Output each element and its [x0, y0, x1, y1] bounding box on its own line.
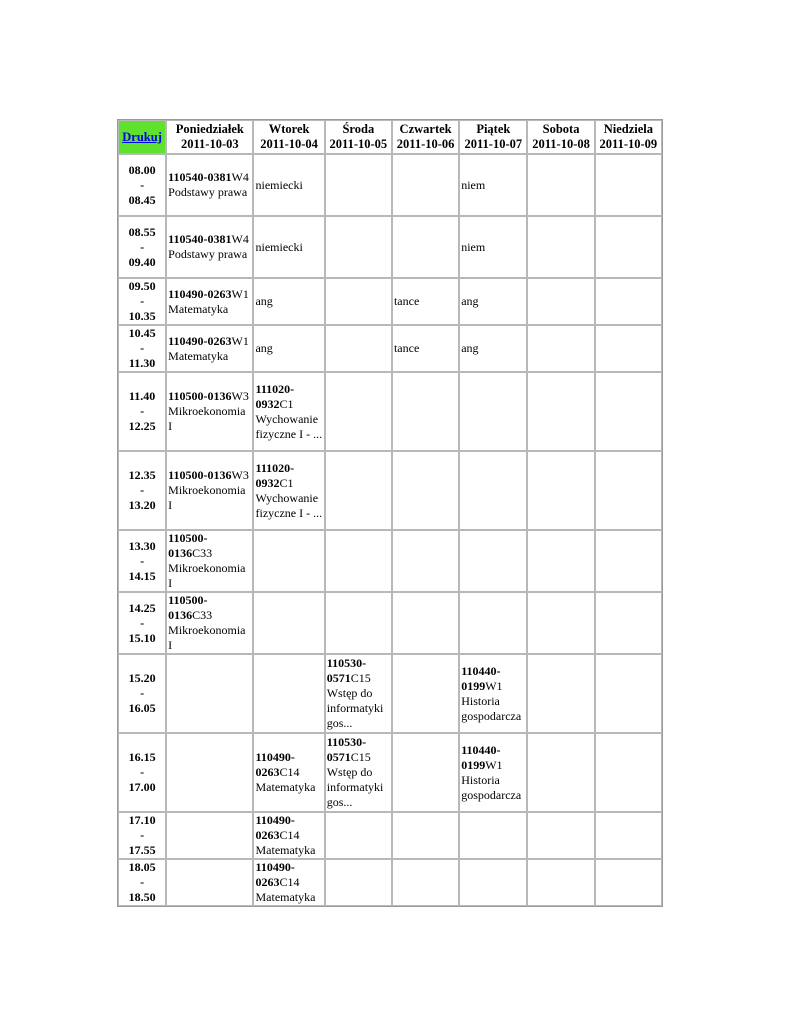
schedule-cell: [527, 278, 594, 325]
course-code: 110500-0136: [168, 531, 208, 560]
schedule-cell: [253, 154, 324, 216]
time-end: 11.30: [128, 356, 156, 370]
schedule-cell: [595, 278, 662, 325]
schedule-cell: [459, 372, 527, 451]
time-start: 08.55: [128, 224, 156, 239]
schedule-cell: [595, 216, 662, 278]
schedule-cell: [253, 654, 324, 733]
time-slot: [118, 325, 166, 372]
schedule-cell: [595, 372, 662, 451]
schedule-cell: [527, 733, 594, 812]
time-end: 12.25: [128, 419, 156, 433]
time-sep: -: [140, 553, 145, 568]
time-start: 16.15: [128, 750, 156, 764]
course-group: C1: [279, 475, 294, 490]
schedule-cell: [392, 654, 459, 733]
header-row: [118, 120, 662, 154]
time-slot: [118, 372, 166, 451]
schedule-cell: [527, 154, 594, 216]
course-subject: Mikroekonomia I: [168, 483, 246, 512]
schedule-cell: [595, 154, 662, 216]
course-group: C14: [279, 875, 300, 889]
course-group: C1: [279, 396, 294, 411]
course-code: 110500-0136: [168, 593, 208, 622]
time-end: 15.10: [128, 630, 156, 645]
day-name: Poniedziałek: [175, 122, 244, 136]
schedule-row: [118, 733, 662, 812]
schedule-cell: [253, 733, 324, 812]
time-end: 13.20: [128, 498, 156, 512]
schedule-row: [118, 216, 662, 278]
day-name: Sobota: [542, 122, 580, 136]
schedule-cell: [166, 325, 253, 372]
time-sep: -: [140, 483, 145, 497]
schedule-cell: [527, 325, 594, 372]
day-date: 2011-10-03: [181, 137, 239, 151]
day-header: [166, 120, 253, 154]
class-note: tance: [393, 294, 420, 308]
time-slot: [118, 733, 166, 812]
time-sep: -: [140, 615, 145, 630]
course-code: 110490-0263: [168, 333, 232, 348]
day-date: 2011-10-09: [599, 137, 658, 151]
schedule-cell: [325, 451, 392, 530]
day-header: [459, 120, 527, 154]
schedule-cell: [459, 325, 527, 372]
schedule-row: [118, 654, 662, 733]
schedule-cell: [325, 654, 392, 733]
schedule-cell: [527, 654, 594, 733]
course-subject: Mikroekonomia I: [168, 623, 246, 652]
class-note: ang: [461, 341, 479, 355]
day-name: Niedziela: [603, 122, 653, 136]
day-header: [325, 120, 392, 154]
course-group: C33: [192, 546, 213, 560]
day-date: 2011-10-08: [532, 137, 590, 151]
time-sep: -: [140, 828, 145, 842]
schedule-cell: [325, 859, 392, 906]
class-note: niem: [461, 177, 486, 192]
course-group: W1: [231, 333, 249, 348]
schedule-cell: [595, 654, 662, 733]
class-note: ang: [255, 341, 273, 355]
schedule-cell: [392, 372, 459, 451]
print-cell: [118, 120, 166, 154]
schedule-cell: [392, 154, 459, 216]
time-end: 14.15: [128, 568, 156, 583]
schedule-row: [118, 592, 662, 654]
time-start: 12.35: [128, 468, 156, 482]
time-sep: -: [140, 177, 145, 192]
schedule-cell: [166, 812, 253, 859]
schedule-table: [117, 119, 663, 907]
schedule-row: [118, 154, 662, 216]
schedule-cell: [459, 859, 527, 906]
schedule-cell: [166, 592, 253, 654]
course-group: W3: [231, 468, 249, 482]
schedule-cell: [392, 325, 459, 372]
course-code: 110490-0263: [168, 286, 232, 301]
schedule-cell: [459, 592, 527, 654]
schedule-cell: [392, 812, 459, 859]
class-note: ang: [255, 294, 273, 308]
course-subject: Wychowanie fizyczne I - ...: [255, 411, 323, 441]
time-slot: [118, 812, 166, 859]
course-group: W1: [231, 286, 249, 301]
course-code: 110490-0263: [255, 813, 295, 842]
time-slot: [118, 451, 166, 530]
time-slot: [118, 592, 166, 654]
schedule-cell: [527, 216, 594, 278]
schedule-row: [118, 859, 662, 906]
time-end: 17.55: [128, 843, 156, 857]
course-subject: Historia gospodarcza: [461, 772, 522, 802]
schedule-row: [118, 325, 662, 372]
course-subject: Wychowanie fizyczne I - ...: [255, 490, 323, 520]
course-group: W3: [231, 389, 249, 403]
schedule-cell: [166, 733, 253, 812]
time-slot: [118, 654, 166, 733]
schedule-cell: [166, 372, 253, 451]
schedule-cell: [325, 812, 392, 859]
schedule-cell: [325, 372, 392, 451]
time-end: 18.50: [128, 890, 156, 904]
schedule-row: [118, 451, 662, 530]
schedule-cell: [595, 530, 662, 592]
schedule-cell: [527, 451, 594, 530]
day-date: 2011-10-06: [396, 137, 455, 151]
time-start: 10.45: [128, 326, 156, 340]
day-header: [527, 120, 594, 154]
time-end: 09.40: [128, 254, 156, 269]
class-note: niemiecki: [255, 177, 303, 192]
schedule-row: [118, 278, 662, 325]
schedule-cell: [595, 812, 662, 859]
time-slot: [118, 859, 166, 906]
time-sep: -: [140, 765, 145, 779]
schedule-cell: [253, 530, 324, 592]
time-start: 09.50: [128, 279, 156, 293]
course-code: 110490-0263: [255, 860, 295, 889]
course-subject: Matematyka: [168, 348, 229, 363]
schedule-cell: [166, 278, 253, 325]
course-group: W4: [231, 232, 249, 246]
time-sep: -: [140, 875, 145, 889]
schedule-cell: [325, 278, 392, 325]
course-code: 111020-0932: [255, 381, 295, 411]
schedule-cell: [253, 216, 324, 278]
course-code: 110500-0136: [168, 389, 232, 403]
print-link[interactable]: Drukuj: [122, 129, 162, 144]
schedule-cell: [253, 372, 324, 451]
course-subject: Mikroekonomia I: [168, 404, 246, 433]
schedule-cell: [392, 278, 459, 325]
course-code: 110540-0381: [168, 170, 232, 184]
time-sep: -: [140, 294, 145, 308]
time-sep: -: [140, 239, 145, 254]
course-subject: Matematyka: [255, 843, 316, 857]
day-name: Wtorek: [268, 122, 310, 136]
schedule-cell: [325, 530, 392, 592]
schedule-cell: [166, 654, 253, 733]
schedule-cell: [459, 216, 527, 278]
schedule-cell: [459, 654, 527, 733]
schedule-cell: [166, 530, 253, 592]
course-code: 110440-0199: [461, 663, 501, 693]
course-code: 111020-0932: [255, 460, 295, 490]
time-end: 10.35: [128, 309, 156, 323]
time-sep: -: [140, 404, 145, 418]
time-start: 15.20: [128, 671, 156, 685]
schedule-cell: [253, 859, 324, 906]
course-group: W1: [485, 757, 503, 772]
schedule-cell: [459, 812, 527, 859]
schedule-cell: [595, 592, 662, 654]
schedule-cell: [595, 325, 662, 372]
schedule-cell: [325, 325, 392, 372]
schedule-cell: [595, 733, 662, 812]
course-subject: Wstęp do informatyki gos...: [326, 686, 384, 730]
schedule-cell: [325, 216, 392, 278]
course-code: 110530-0571: [326, 735, 367, 764]
time-start: 11.40: [128, 389, 156, 403]
schedule-cell: [595, 451, 662, 530]
course-group: C14: [279, 765, 300, 779]
schedule-cell: [253, 592, 324, 654]
course-group: C15: [350, 750, 371, 764]
schedule-cell: [527, 859, 594, 906]
day-date: 2011-10-07: [464, 137, 523, 151]
day-header: [392, 120, 459, 154]
course-group: C33: [192, 608, 213, 622]
schedule-cell: [166, 859, 253, 906]
time-start: 14.25: [128, 600, 156, 615]
schedule-cell: [392, 530, 459, 592]
day-header: [253, 120, 324, 154]
time-start: 08.00: [128, 162, 156, 177]
class-note: tance: [393, 341, 420, 355]
schedule-row: [118, 530, 662, 592]
schedule-cell: [325, 733, 392, 812]
day-name: Środa: [342, 122, 375, 136]
class-note: niem: [461, 239, 486, 254]
course-subject: Matematyka: [255, 780, 316, 794]
schedule-row: [118, 372, 662, 451]
schedule-cell: [527, 530, 594, 592]
schedule-cell: [325, 592, 392, 654]
course-code: 110500-0136: [168, 468, 232, 482]
schedule-cell: [527, 812, 594, 859]
course-group: W4: [231, 170, 249, 184]
schedule-cell: [459, 733, 527, 812]
course-code: 110440-0199: [461, 742, 501, 772]
time-slot: [118, 154, 166, 216]
day-header: [595, 120, 662, 154]
course-group: W1: [485, 678, 503, 693]
course-subject: Podstawy prawa: [168, 247, 248, 261]
day-name: Piątek: [476, 122, 511, 136]
time-end: 16.05: [128, 701, 156, 715]
time-slot: [118, 216, 166, 278]
schedule-cell: [392, 451, 459, 530]
course-code: 110490-0263: [255, 750, 295, 779]
schedule-cell: [459, 451, 527, 530]
schedule-cell: [595, 859, 662, 906]
time-end: 08.45: [128, 192, 156, 207]
schedule-cell: [166, 216, 253, 278]
schedule-cell: [392, 592, 459, 654]
course-subject: Wstęp do informatyki gos...: [326, 765, 384, 809]
schedule-cell: [253, 325, 324, 372]
time-start: 17.10: [128, 813, 156, 827]
course-code: 110540-0381: [168, 232, 232, 246]
schedule-cell: [392, 733, 459, 812]
time-sep: -: [140, 341, 145, 355]
time-slot: [118, 278, 166, 325]
schedule-cell: [253, 278, 324, 325]
time-slot: [118, 530, 166, 592]
time-end: 17.00: [128, 780, 156, 794]
course-subject: Historia gospodarcza: [461, 693, 522, 723]
schedule-cell: [166, 451, 253, 530]
day-name: Czwartek: [399, 122, 452, 136]
schedule-cell: [527, 592, 594, 654]
time-start: 13.30: [128, 538, 156, 553]
course-group: C14: [279, 828, 300, 842]
day-date: 2011-10-04: [260, 137, 318, 151]
course-code: 110530-0571: [326, 656, 367, 685]
day-date: 2011-10-05: [329, 137, 388, 151]
course-subject: Matematyka: [168, 301, 229, 316]
schedule-cell: [325, 154, 392, 216]
time-start: 18.05: [128, 860, 156, 874]
class-note: niemiecki: [255, 239, 303, 254]
schedule-cell: [459, 530, 527, 592]
time-sep: -: [140, 686, 145, 700]
course-group: C15: [350, 671, 371, 685]
schedule-row: [118, 812, 662, 859]
course-subject: Mikroekonomia I: [168, 561, 246, 590]
schedule-cell: [527, 372, 594, 451]
schedule-cell: [253, 451, 324, 530]
class-note: ang: [461, 294, 479, 308]
course-subject: Matematyka: [255, 890, 316, 904]
schedule-cell: [392, 216, 459, 278]
schedule-cell: [459, 154, 527, 216]
course-subject: Podstawy prawa: [168, 185, 248, 199]
schedule-cell: [253, 812, 324, 859]
schedule-cell: [459, 278, 527, 325]
schedule-cell: [392, 859, 459, 906]
schedule-cell: [166, 154, 253, 216]
schedule-body: [118, 154, 662, 906]
